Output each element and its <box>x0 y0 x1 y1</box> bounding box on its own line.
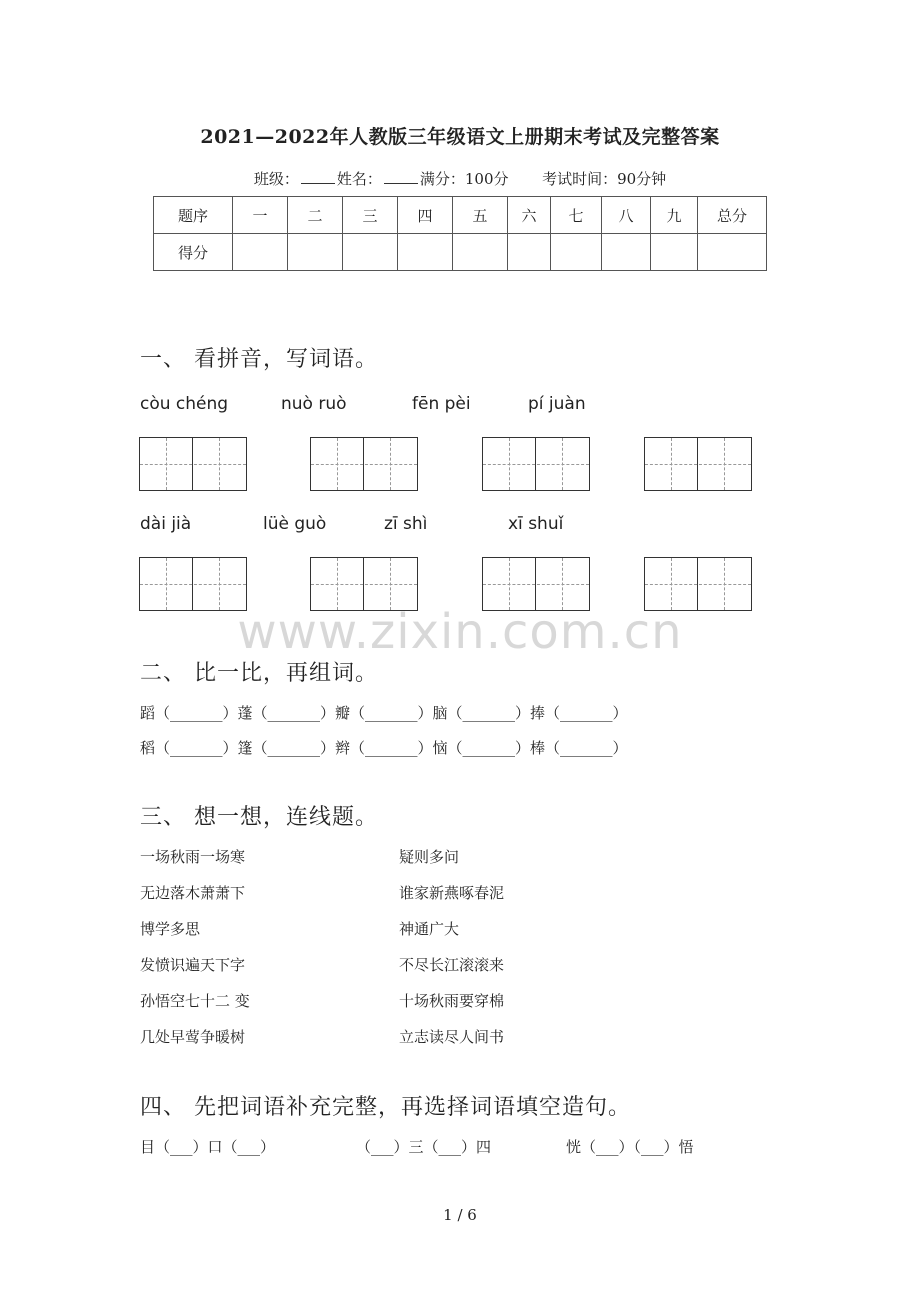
name-blank[interactable] <box>384 169 418 184</box>
compare-row: 蹈（_______）蓬（_______）瓣（_______）脑（_______）捧（_______） <box>140 704 628 722</box>
exam-info <box>0 168 920 189</box>
writing-grid[interactable] <box>482 557 590 611</box>
score-cell[interactable] <box>233 234 288 271</box>
section4-heading: 四、 先把词语补充完整，再选择词语填空造句。 <box>140 1095 631 1120</box>
exam-time: 考试时间：90分钟 <box>542 170 667 188</box>
score-row <box>154 234 767 271</box>
table-cell: 三 <box>343 197 398 234</box>
section3-heading: 三、 想一想，连线题。 <box>140 805 378 830</box>
idiom-item: 恍（___）（___）悟 <box>566 1138 694 1156</box>
section2-heading: 二、 比一比，再组词。 <box>140 661 378 686</box>
score-cell[interactable] <box>453 234 508 271</box>
compare-row: 稻（_______）篷（_______）辫（_______）恼（_______）棒（_______） <box>140 739 628 757</box>
name-label: 姓名： <box>336 170 382 188</box>
score-cell[interactable] <box>698 234 767 271</box>
table-cell: 九 <box>651 197 698 234</box>
table-cell: 八 <box>602 197 651 234</box>
writing-grid[interactable] <box>310 437 418 491</box>
writing-grid[interactable] <box>482 437 590 491</box>
watermark: www.zixin.com.cn <box>237 604 683 660</box>
match-right-item[interactable]: 疑则多问 <box>399 848 460 866</box>
score-cell[interactable] <box>343 234 398 271</box>
score-cell[interactable] <box>602 234 651 271</box>
section1-heading: 一、 看拼音，写词语。 <box>140 347 378 372</box>
match-right-item[interactable]: 立志读尽人间书 <box>399 1028 505 1046</box>
idiom-item: 目（___）口（___） <box>140 1138 276 1156</box>
table-cell: 七 <box>551 197 602 234</box>
score-header-row <box>154 197 767 234</box>
table-cell: 二 <box>288 197 343 234</box>
match-left-item[interactable]: 博学多思 <box>140 920 201 938</box>
match-left-item[interactable]: 几处早莺争暖树 <box>140 1028 246 1046</box>
writing-grid[interactable] <box>644 557 752 611</box>
table-cell: 一 <box>233 197 288 234</box>
pinyin: dài jià <box>140 514 192 534</box>
score-cell[interactable] <box>508 234 551 271</box>
table-cell: 题序 <box>154 197 233 234</box>
pinyin: còu chéng <box>140 394 229 414</box>
match-right-item[interactable]: 不尽长江滚滚来 <box>399 956 505 974</box>
writing-grid[interactable] <box>139 437 247 491</box>
pinyin: pí juàn <box>528 394 586 414</box>
page-number: 1 / 6 <box>443 1206 477 1224</box>
page-title: 2021—2022年人教版三年级语文上册期末考试及完整答案 <box>200 126 720 148</box>
writing-grid[interactable] <box>310 557 418 611</box>
table-cell: 总分 <box>698 197 767 234</box>
match-left-item[interactable]: 发愤识遍天下字 <box>140 956 246 974</box>
score-cell[interactable] <box>288 234 343 271</box>
pinyin: xī shuǐ <box>508 514 564 534</box>
pinyin: lüè guò <box>263 514 327 534</box>
match-right-item[interactable]: 谁家新燕啄春泥 <box>399 884 505 902</box>
pinyin: nuò ruò <box>281 394 347 414</box>
full-score: 满分：100分 <box>419 170 509 188</box>
score-table <box>153 196 767 271</box>
table-cell: 四 <box>398 197 453 234</box>
writing-grid[interactable] <box>644 437 752 491</box>
idiom-item: （___）三（___）四 <box>356 1138 492 1156</box>
pinyin: fēn pèi <box>412 394 471 414</box>
writing-grid[interactable] <box>139 557 247 611</box>
match-left-item[interactable]: 孙悟空七十二 变 <box>140 992 250 1010</box>
table-cell: 六 <box>508 197 551 234</box>
score-cell[interactable] <box>398 234 453 271</box>
match-right-item[interactable]: 神通广大 <box>399 920 460 938</box>
match-left-item[interactable]: 一场秋雨一场寒 <box>140 848 246 866</box>
pinyin: zī shì <box>384 514 428 534</box>
match-right-item[interactable]: 十场秋雨要穿棉 <box>399 992 505 1010</box>
class-label: 班级： <box>253 170 299 188</box>
table-cell: 五 <box>453 197 508 234</box>
score-cell[interactable] <box>551 234 602 271</box>
table-cell: 得分 <box>154 234 233 271</box>
match-left-item[interactable]: 无边落木萧萧下 <box>140 884 246 902</box>
score-cell[interactable] <box>651 234 698 271</box>
class-blank[interactable] <box>301 169 335 184</box>
